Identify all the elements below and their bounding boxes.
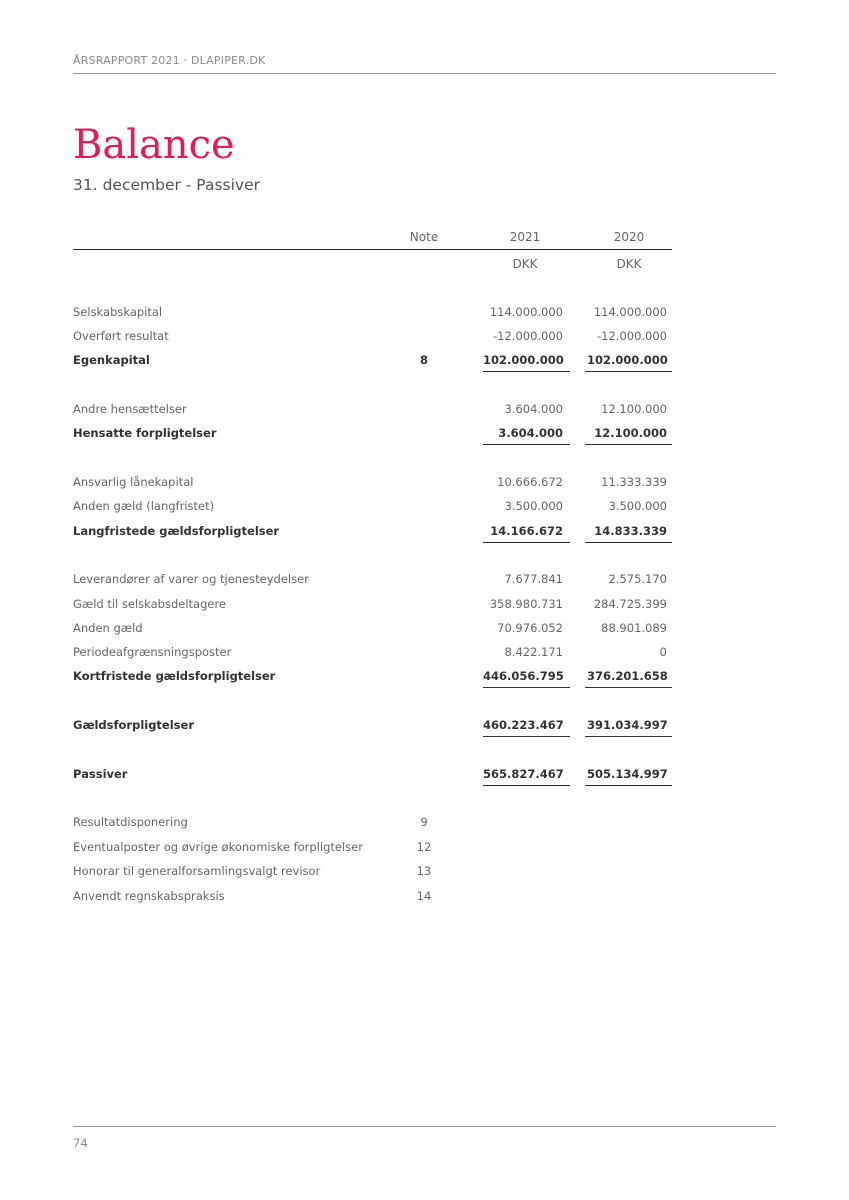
value-2021: 7.677.841	[504, 572, 563, 586]
value-2020: 12.100.000	[594, 426, 667, 440]
value-2021: 14.166.672	[490, 524, 563, 538]
footer-divider	[73, 1126, 776, 1127]
table-subtotal-row	[73, 764, 673, 784]
row-label: Overført resultat	[73, 329, 169, 343]
value-2021: 102.000.000	[483, 353, 564, 367]
table-row	[73, 569, 673, 589]
value-2020: 114.000.000	[593, 305, 667, 319]
table-subtotal-row	[73, 350, 673, 370]
value-2020: 2.575.170	[608, 572, 667, 586]
row-label: Honorar til generalforsamlingsvalgt revisor	[73, 864, 321, 878]
subtotal-rule-2021	[483, 542, 570, 543]
subtotal-rule-2020	[585, 444, 672, 445]
row-note: 13	[416, 864, 432, 878]
subtotal-rule-2021	[483, 736, 570, 737]
table-row	[73, 496, 673, 516]
table-row	[73, 618, 673, 638]
value-2020: 3.500.000	[608, 499, 667, 513]
value-2020: 376.201.658	[587, 669, 668, 683]
running-header: ÅRSRAPPORT 2021 · DLAPIPER.DK	[73, 54, 266, 67]
subtotal-rule-2020	[585, 785, 672, 786]
table-row	[73, 472, 673, 492]
subtotal-rule-2021	[483, 444, 570, 445]
table-row	[73, 642, 673, 662]
currency-2020-label: DKK	[616, 257, 642, 271]
note-column-header: Note	[409, 230, 439, 244]
table-subtotal-row	[73, 715, 673, 735]
value-2021: 3.604.000	[504, 402, 563, 416]
page-number: 74	[73, 1136, 88, 1150]
table-row	[73, 861, 673, 881]
table-header-divider	[73, 249, 672, 250]
subtotal-rule-2021	[483, 687, 570, 688]
value-2021: 10.666.672	[497, 475, 563, 489]
value-2021: -12.000.000	[493, 329, 563, 343]
value-2020: 12.100.000	[601, 402, 667, 416]
row-label: Andre hensættelser	[73, 402, 187, 416]
value-2021: 3.604.000	[498, 426, 563, 440]
table-row	[73, 326, 673, 346]
year-2021-column-header: 2021	[509, 230, 541, 244]
table-row	[73, 399, 673, 419]
row-label: Anden gæld	[73, 621, 143, 635]
row-label: Kortfristede gældsforpligtelser	[73, 669, 276, 683]
table-row	[73, 886, 673, 906]
value-2021: 446.056.795	[483, 669, 564, 683]
row-label: Langfristede gældsforpligtelser	[73, 524, 280, 538]
row-note: 8	[419, 353, 428, 367]
subtotal-rule-2020	[585, 736, 672, 737]
row-label: Periodeafgrænsningsposter	[73, 645, 232, 659]
value-2020: 391.034.997	[587, 718, 668, 732]
table-subtotal-row	[73, 423, 673, 443]
value-2020: 88.901.089	[601, 621, 667, 635]
subtotal-rule-2020	[585, 371, 672, 372]
row-label: Hensatte forpligtelser	[73, 426, 217, 440]
table-row	[73, 837, 673, 857]
row-label: Gældsforpligtelser	[73, 718, 194, 732]
value-2021: 8.422.171	[504, 645, 563, 659]
row-label: Passiver	[73, 767, 128, 781]
value-2020: -12.000.000	[597, 329, 667, 343]
subtotal-rule-2021	[483, 785, 570, 786]
currency-2021-label: DKK	[512, 257, 538, 271]
table-row	[73, 812, 673, 832]
value-2020: 505.134.997	[587, 767, 668, 781]
subtotal-rule-2020	[585, 687, 672, 688]
row-label: Anden gæld (langfristet)	[73, 499, 215, 513]
header-divider	[73, 73, 776, 74]
value-2021: 358.980.731	[489, 597, 563, 611]
page-title: Balance	[73, 122, 235, 168]
subtotal-rule-2020	[585, 542, 672, 543]
table-row	[73, 594, 673, 614]
page-subtitle: 31. december - Passiver	[73, 176, 260, 194]
value-2020: 14.833.339	[594, 524, 667, 538]
table-subtotal-row	[73, 521, 673, 541]
value-2020: 102.000.000	[587, 353, 668, 367]
table-row	[73, 302, 673, 322]
value-2021: 565.827.467	[483, 767, 564, 781]
row-note: 12	[416, 840, 432, 854]
row-label: Ansvarlig lånekapital	[73, 475, 194, 489]
row-label: Eventualposter og øvrige økonomiske forpligtelser	[73, 840, 363, 854]
value-2021: 460.223.467	[483, 718, 564, 732]
value-2021: 3.500.000	[504, 499, 563, 513]
row-note: 14	[416, 889, 432, 903]
row-note: 9	[420, 815, 428, 829]
row-label: Egenkapital	[73, 353, 150, 367]
row-label: Resultatdisponering	[73, 815, 188, 829]
row-label: Leverandører af varer og tjenesteydelser	[73, 572, 309, 586]
value-2020: 284.725.399	[593, 597, 667, 611]
row-label: Gæld til selskabsdeltagere	[73, 597, 227, 611]
value-2020: 0	[659, 645, 667, 659]
value-2021: 70.976.052	[497, 621, 563, 635]
value-2021: 114.000.000	[489, 305, 563, 319]
year-2020-column-header: 2020	[613, 230, 645, 244]
table-subtotal-row	[73, 666, 673, 686]
subtotal-rule-2021	[483, 371, 570, 372]
value-2020: 11.333.339	[601, 475, 667, 489]
row-label: Anvendt regnskabspraksis	[73, 889, 225, 903]
row-label: Selskabskapital	[73, 305, 163, 319]
